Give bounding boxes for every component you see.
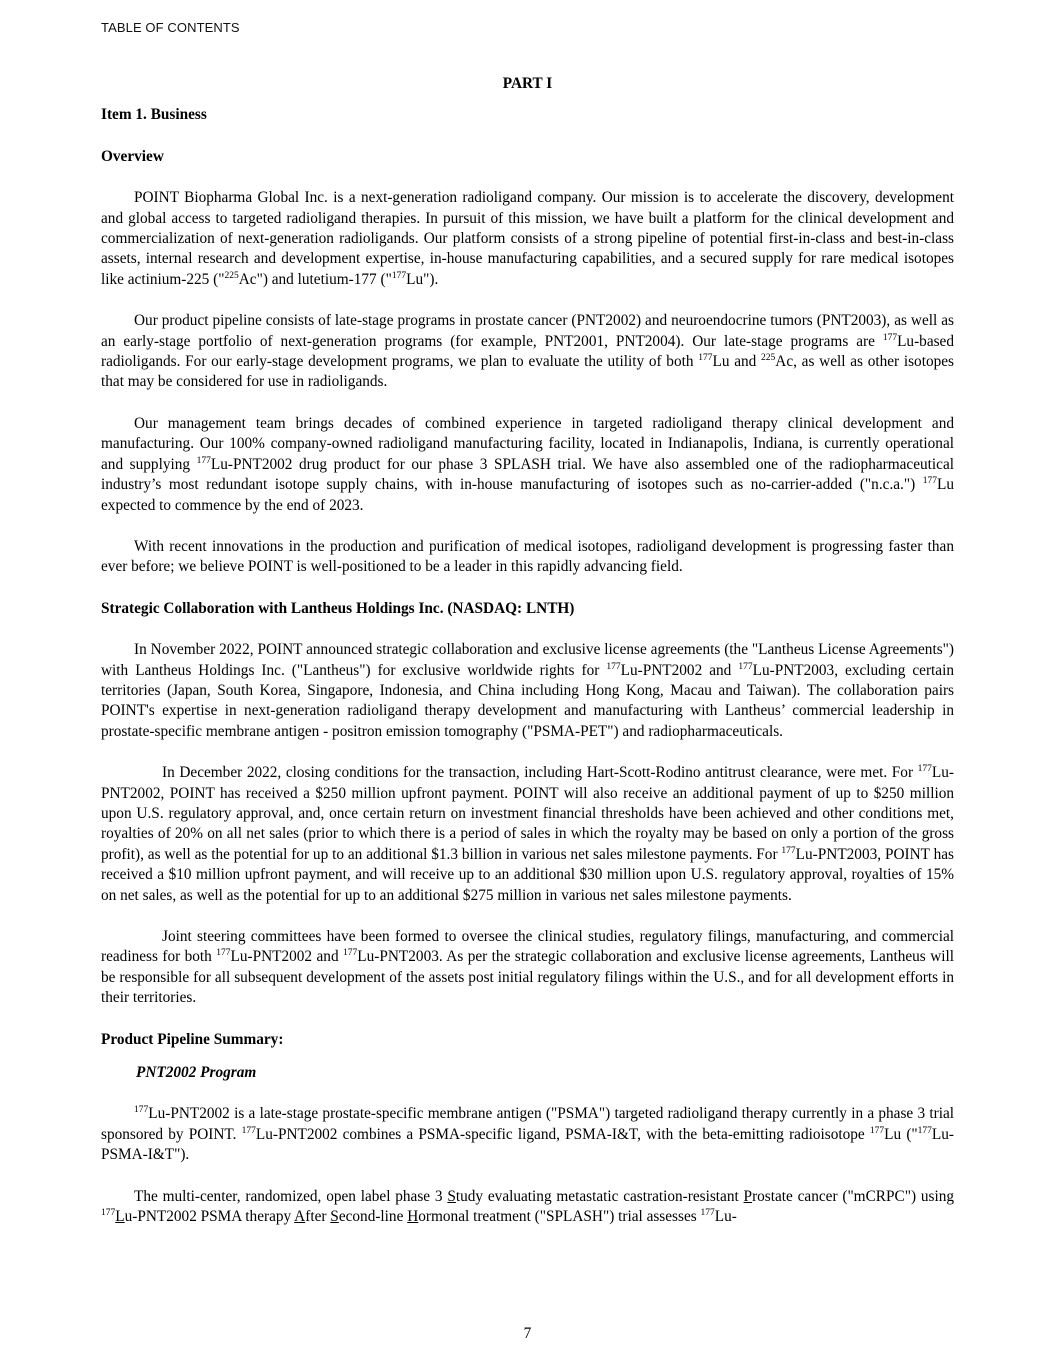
page-number: 7 [523,1325,532,1342]
pipeline-heading: Product Pipeline Summary: [101,1030,284,1048]
part-title: PART I [502,75,553,92]
pnt2002-program-heading: PNT2002 Program [136,1064,257,1082]
collaboration-paragraph-2: In December 2022, closing conditions for the transaction, including Hart-Scott-Rodino antitrust clearance, were met. For $^{177}$Lu-PNT2002, POINT has received a $250 million upfront payment. POINT will also receive an additional payment of up to $250 million upon U.S. regulatory approval, and, once certain return on investment financial thresholds have been achieved and other conditions met, royalties of 20% on all net sales (prior to which there is a period of sales in which the royalty may be based on only a portion of the gross profit), as well as the potential for up to an additional $1.3 billion in various net sales milestone payments. For $^{177}$Lu-PNT2003, POINT has received a $10 million upfront payment, and will receive up to an additional $30 million upon U.S. regulatory approval, royalties of 15% on net sales, as well as the potential for up to an additional $275 million in various net sales milestone payments. [101,764,954,904]
collaboration-heading: Strategic Collaboration with Lantheus Holdings Inc. (NASDAQ: LNTH) [101,599,575,617]
overview-paragraph-2: Our product pipeline consists of late-stage programs in prostate cancer (PNT2002) and neuroendocrine tumors (PNT2003), as well as an early-stage portfolio of next-generation programs (for example, PNT2001, PNT2004). Our late-stage programs are $^{177}$Lu-based radioligands. For our early-stage development programs, we plan to evaluate the utility of both $^{177}$Lu and $^{225}$Ac, as well as other isotopes that may be considered for use in radioligands. [101,312,954,391]
collaboration-paragraph-1: In November 2022, POINT announced strategic collaboration and exclusive license agreements (the "Lantheus License Agreements") with Lantheus Holdings Inc. ("Lantheus") for exclusive worldwide rights for $^{177}$Lu-PNT2002 and $^{177}$Lu-PNT2003, excluding certain territories (Japan, South Korea, Singapore, Indonesia, and China including Hong Kong, Macau and Taiwan). The collaboration pairs POINT's expertise in next-generation radioligand therapy development and manufacturing with Lantheus’ commercial leadership in prostate-specific membrane antigen - positron emission tomography ("PSMA-PET") and radiopharmaceuticals. [101,641,954,740]
overview-paragraph-1: POINT Biopharma Global Inc. is a next-generation radioligand company. Our mission is to accelerate the discovery, development and global access to targeted radioligand therapies. In pursuit of this mission, we have built a platform for the clinical development and commercialization of next-generation radioligands. Our platform consists of a strong pipeline of potential first-in-class and best-in-class assets, internal research and development expertise, in-house manufacturing capabilities, and a secured supply for rare medical isotopes like actinium-225 ("$^{225}$Ac") and lutetium-177 ("$^{177}$Lu"). [101,189,954,288]
collaboration-paragraph-3: Joint steering committees have been formed to oversee the clinical studies, regulatory filings, manufacturing, and commercial readiness for both $^{177}$Lu-PNT2002 and $^{177}$Lu-PNT2003. As per the strategic collaboration and exclusive license agreements, Lantheus will be responsible for all subsequent development of the assets post initial regulatory filings within the U.S., and for all development efforts in their territories. [101,928,954,1007]
table-of-contents-link[interactable]: TABLE OF CONTENTS [101,20,240,35]
overview-paragraph-4: With recent innovations in the production and purification of medical isotopes, radioligand development is progressing faster than ever before; we believe POINT is well-positioned to be a leader in this rapidly advancing field. [101,537,954,576]
item-title: Item 1. Business [101,106,207,124]
pipeline-paragraph-2: The multi-center, randomized, open label phase 3 Study evaluating metastatic castration-resistant Prostate cancer ("mCRPC") using $^{177}$Lu-PNT2002 PSMA therapy After Second-line Hormonal treatment ("SPLASH") trial assesses $^{177}$Lu- [101,1187,954,1226]
pipeline-paragraph-1: $^{177}$Lu-PNT2002 is a late-stage prostate-specific membrane antigen ("PSMA") targeted radioligand therapy currently in a phase 3 trial sponsored by POINT. $^{177}$Lu-PNT2002 combines a PSMA-specific ligand, PSMA-I&T, with the beta-emitting radioisotope $^{177}$Lu ("$^{177}$Lu-PSMA-I&T"). [101,1105,954,1164]
document-body [101,74,954,1248]
overview-paragraph-3: Our management team brings decades of combined experience in targeted radioligand therapy clinical development and manufacturing. Our 100% company-owned radioligand manufacturing facility, located in Indianapolis, Indiana, is currently operational and supplying $^{177}$Lu-PNT2002 drug product for our phase 3 SPLASH trial. We have also assembled one of the radiopharmaceutical industry’s most redundant isotope supply chains, with in-house manufacturing of isotopes such as no-carrier-added ("n.c.a.") $^{177}$Lu expected to commence by the end of 2023. [101,414,954,514]
overview-heading: Overview [101,147,164,165]
